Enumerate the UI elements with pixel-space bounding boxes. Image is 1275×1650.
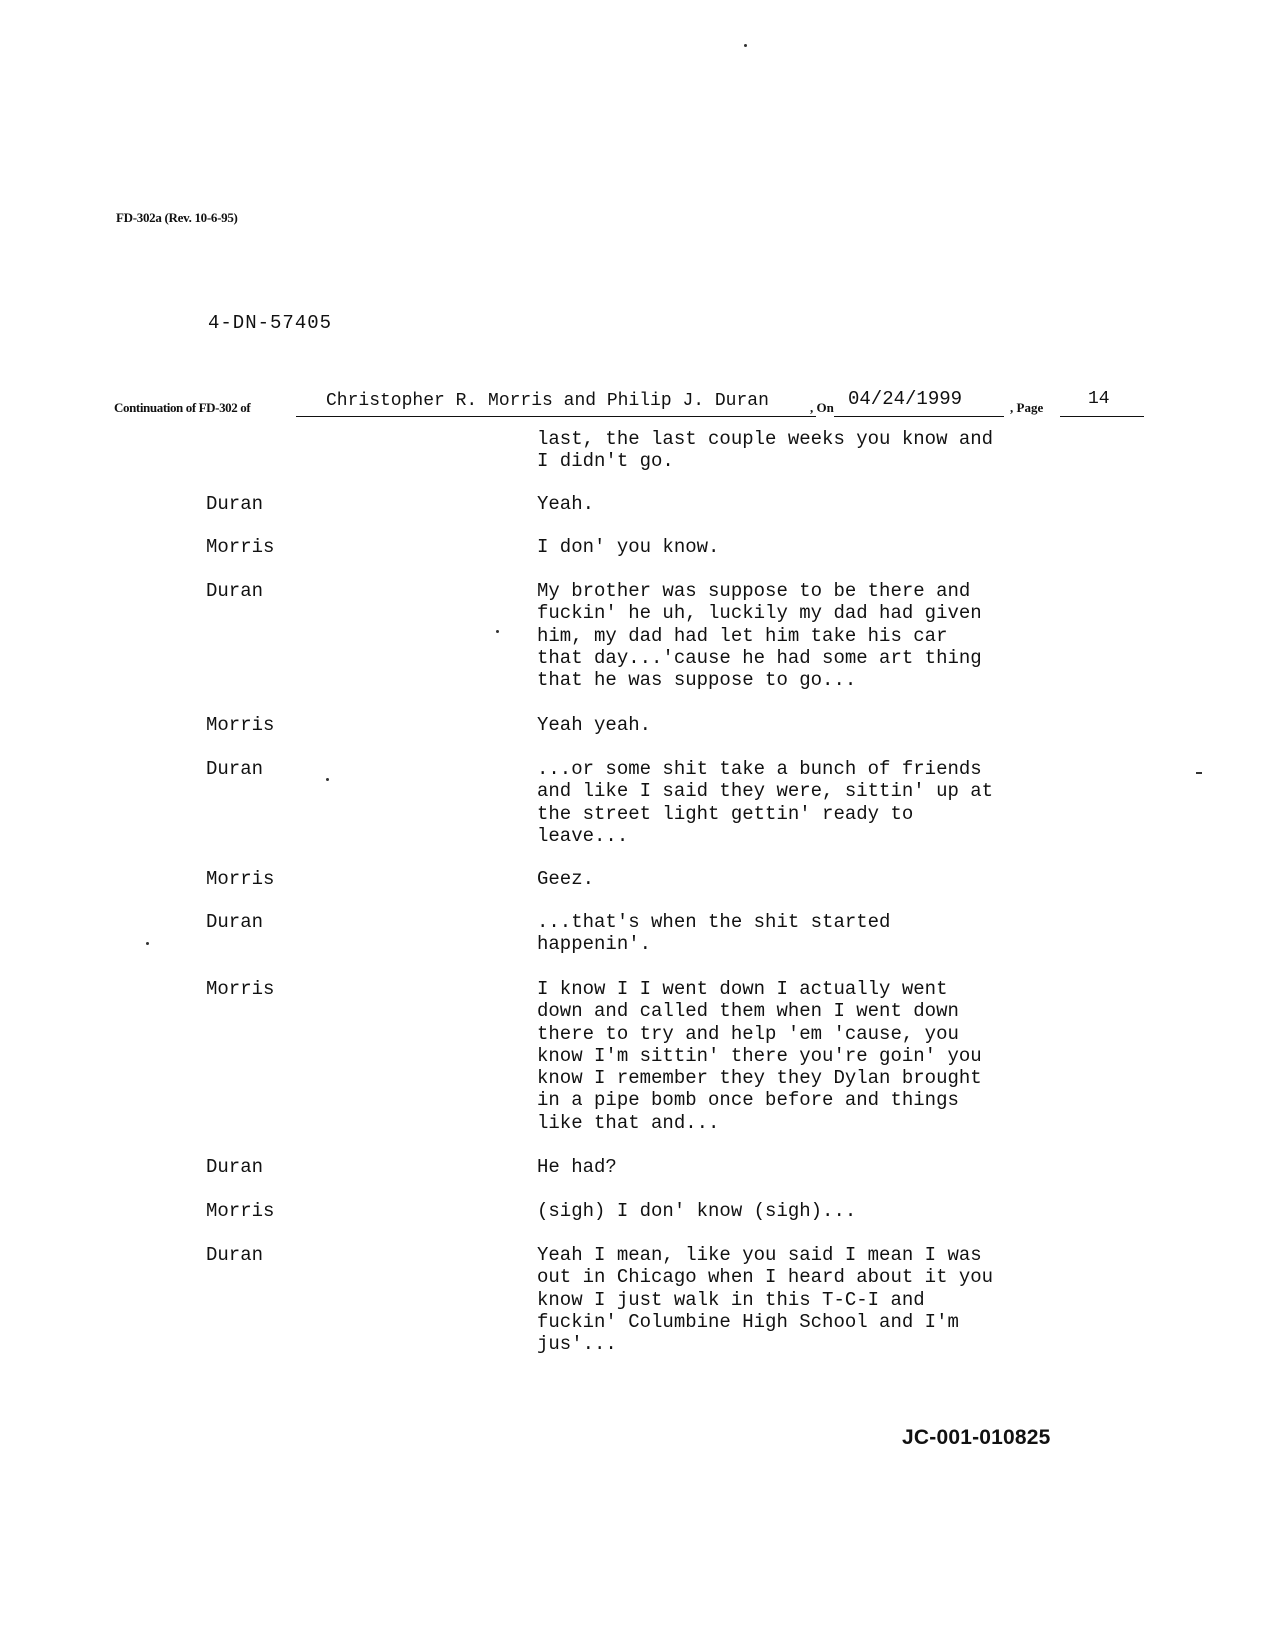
scan-speck xyxy=(146,942,149,945)
speech-text: Yeah. xyxy=(537,493,595,515)
speech-text: ...or some shit take a bunch of friends and like I said they were, sittin' up at the street light gettin' ready to leave... xyxy=(537,758,994,847)
speaker-name: Duran xyxy=(206,758,264,780)
scan-speck xyxy=(1196,772,1202,774)
scan-speck xyxy=(496,630,499,633)
speaker-name: Duran xyxy=(206,580,264,602)
speech-text: Yeah yeah. xyxy=(537,714,652,736)
speaker-name: Duran xyxy=(206,911,264,933)
speech-text: I don' you know. xyxy=(537,536,720,558)
file-number: 4-DN-57405 xyxy=(208,312,333,334)
names-underline xyxy=(296,416,816,417)
scan-speck xyxy=(326,778,329,781)
speech-text: I know I I went down I actually went down and called them when I went down there to try and help 'em 'cause, you know I'm sittin' there you're goin' you know I remember they they Dylan brought in a pipe bomb once before and things like that and... xyxy=(537,978,982,1134)
speaker-name: Morris xyxy=(206,868,275,890)
on-label: , On xyxy=(810,400,834,415)
page-underline xyxy=(1060,416,1144,417)
speech-text: (sigh) I don' know (sigh)... xyxy=(537,1200,857,1222)
speaker-name: Morris xyxy=(206,978,275,1000)
speech-text: ...that's when the shit started happenin'. xyxy=(537,911,891,956)
page-label: , Page xyxy=(1010,400,1044,415)
speaker-name: Morris xyxy=(206,714,275,736)
speaker-name: Duran xyxy=(206,493,264,515)
interview-date: 04/24/1999 xyxy=(848,388,963,410)
speaker-name: Duran xyxy=(206,1244,264,1266)
bates-number: JC-001-010825 xyxy=(902,1426,1051,1449)
interviewee-names: Christopher R. Morris and Philip J. Duran xyxy=(326,391,769,411)
speech-text: Yeah I mean, like you said I mean I was out in Chicago when I heard about it you know I just walk in this T-C-I and fuckin' Columbine High School and I'm jus'... xyxy=(537,1244,994,1356)
continuation-label: Continuation of FD-302 of xyxy=(114,400,251,415)
form-id: FD-302a (Rev. 10-6-95) xyxy=(116,210,238,225)
speaker-name: Duran xyxy=(206,1156,264,1178)
speech-text: Geez. xyxy=(537,868,595,890)
speaker-name: Morris xyxy=(206,1200,275,1222)
continuation-header xyxy=(114,386,1144,422)
page-number: 14 xyxy=(1088,389,1110,409)
speech-text: last, the last couple weeks you know and I didn't go. xyxy=(537,428,994,473)
date-underline xyxy=(834,416,1004,417)
speech-text: My brother was suppose to be there and fuckin' he uh, luckily my dad had given him, my dad had let him take his car that day...'cause he had some art thing that he was suppose to go... xyxy=(537,580,982,692)
speech-text: He had? xyxy=(537,1156,617,1178)
scan-speck xyxy=(744,44,747,47)
speaker-name: Morris xyxy=(206,536,275,558)
